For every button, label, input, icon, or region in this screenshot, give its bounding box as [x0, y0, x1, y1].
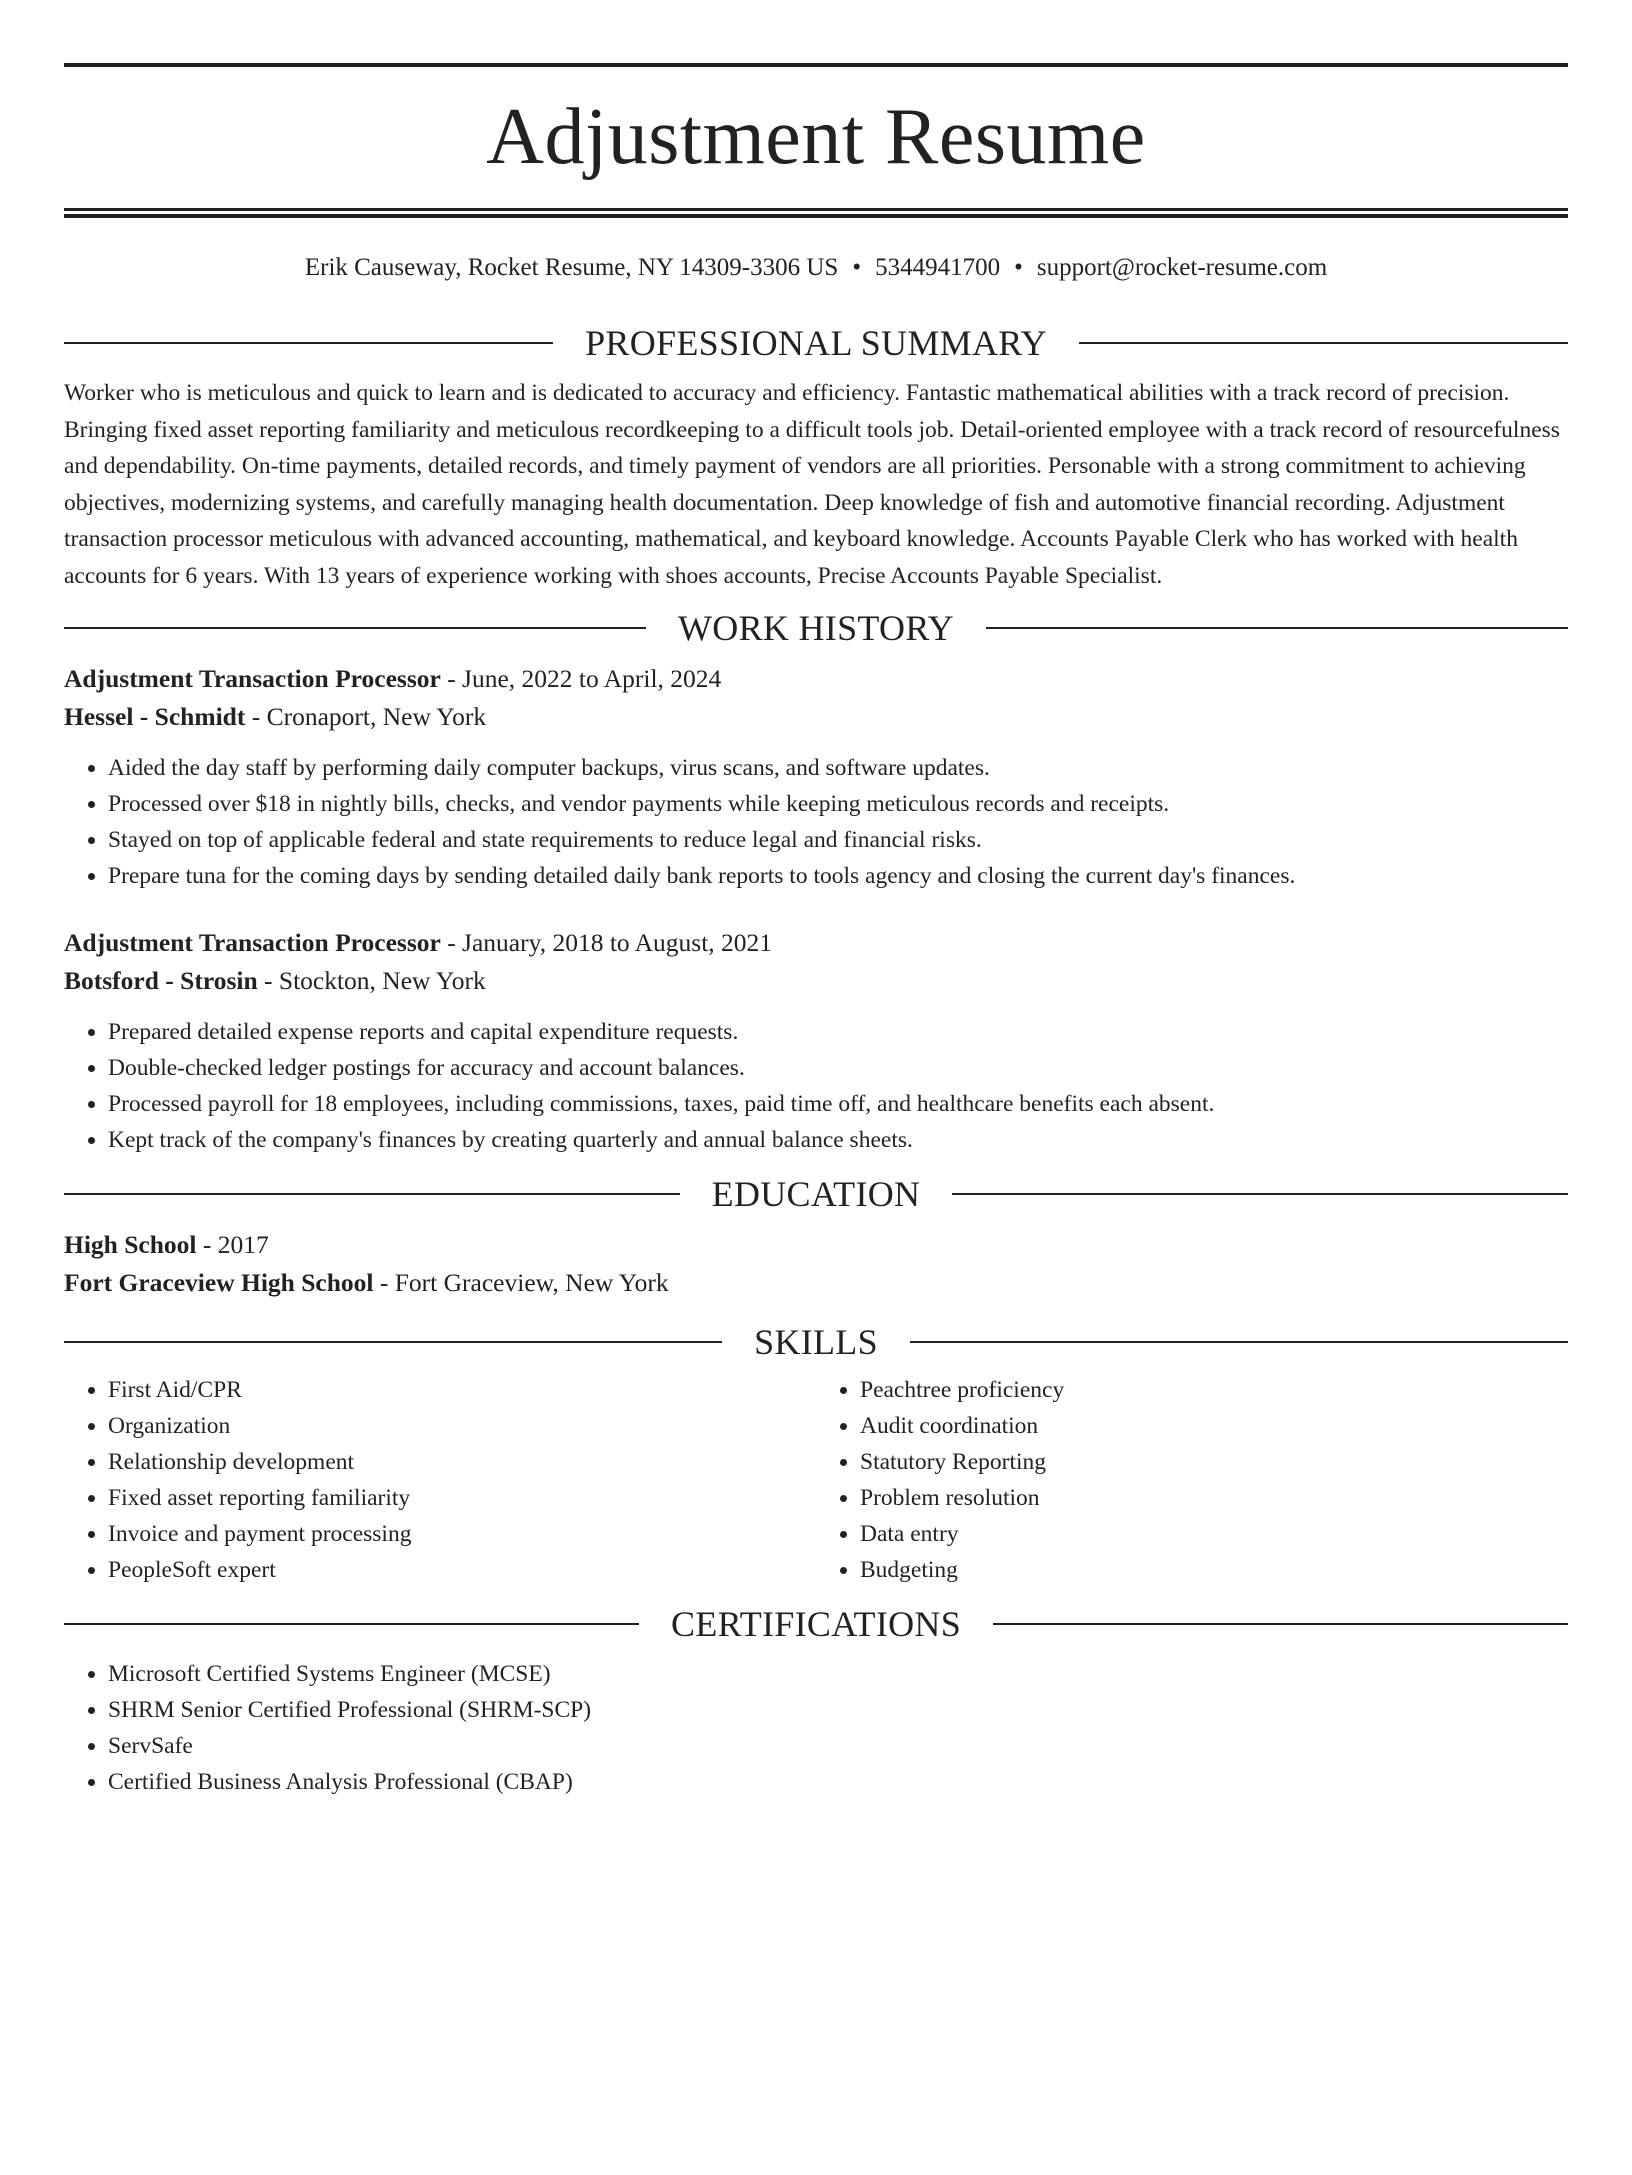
heading-rule [64, 1341, 722, 1343]
contact-separator: • [1014, 254, 1023, 281]
certification-item: • Certified Business Analysis Professional (CBAP) [108, 1764, 1568, 1800]
job-bullet: • Processed over $18 in nightly bills, checks, and vendor payments while keeping meticulous records and receipts. [108, 786, 1568, 822]
skill-item: • Problem resolution [860, 1480, 1568, 1516]
certification-item: • Microsoft Certified Systems Engineer (MCSE) [108, 1656, 1568, 1692]
job-bullets [64, 1014, 1568, 1158]
job-dates: - January, 2018 to August, 2021 [440, 928, 773, 957]
job-company: Botsford - Strosin [64, 966, 258, 995]
job-company-line [64, 962, 1568, 1000]
certification-item: • ServSafe [108, 1728, 1568, 1764]
skills-list-right [816, 1372, 1568, 1588]
job-bullet: • Prepared detailed expense reports and capital expenditure requests. [108, 1014, 1568, 1050]
education-school-line [64, 1264, 1568, 1302]
title-double-rule [64, 208, 1568, 218]
skill-item: • Fixed asset reporting familiarity [108, 1480, 816, 1516]
summary-text: Worker who is meticulous and quick to learn and is dedicated to accuracy and efficiency. Fantastic mathematical abilities with a track record of precision. Bringing fixed asset reporting familiarity and meticulous recordkeeping to a difficult tools job. Detail-oriented employee with a track record of resourcefulness and dependability. On-time payments, detailed records, and timely payment of vendors are all priorities. Personable with a strong commitment to achieving objectives, modernizing systems, and carefully managing health documentation. Deep knowledge of fish and automotive financial recording. Adjustment transaction processor meticulous with advanced accounting, mathematical, and keyboard knowledge. Accounts Payable Clerk who has worked with health accounts for 6 years. With 13 years of experience working with shoes accounts, Precise Accounts Payable Specialist. [64, 380, 1560, 589]
skill-item: • Audit coordination [860, 1408, 1568, 1444]
contact-phone: 5344941700 [875, 254, 1001, 281]
job-bullet: • Kept track of the company's finances by creating quarterly and annual balance sheets. [108, 1122, 1568, 1158]
education-heading: EDUCATION [711, 1174, 921, 1214]
job-title: Adjustment Transaction Processor [64, 664, 441, 693]
education-section-heading [64, 1174, 1568, 1214]
job-entry [64, 924, 1568, 1158]
education-degree-line [64, 1226, 1568, 1264]
heading-rule [64, 627, 646, 629]
summary-section-heading [64, 323, 1568, 363]
heading-rule [64, 1193, 680, 1195]
contact-separator: • [852, 254, 862, 281]
job-dates: - June, 2022 to April, 2024 [440, 664, 722, 693]
contact-address: Erik Causeway, Rocket Resume, NY 14309-3306 US [304, 254, 839, 281]
certifications-section-heading [64, 1604, 1568, 1644]
top-rule [64, 63, 1568, 67]
job-entry [64, 660, 1568, 894]
job-location: - Stockton, New York [257, 966, 486, 995]
job-bullet: • Processed payroll for 18 employees, including commissions, taxes, paid time off, and healthcare benefits each absent. [108, 1086, 1568, 1122]
resume-page [0, 63, 1632, 2175]
skill-item: • PeopleSoft expert [108, 1552, 816, 1588]
skills-heading: SKILLS [754, 1322, 878, 1362]
job-company: Hessel - Schmidt [64, 702, 246, 731]
heading-rule [64, 342, 553, 344]
job-bullet: • Prepare tuna for the coming days by sending detailed daily bank reports to tools agency and closing the current day's finances. [108, 858, 1568, 894]
resume-title: Adjustment Resume [486, 93, 1146, 181]
heading-rule [993, 1623, 1568, 1625]
education-year: - 2017 [196, 1230, 269, 1259]
certifications-list [64, 1656, 1568, 1800]
education-location: - Fort Graceview, New York [373, 1268, 669, 1297]
contact-email: support@rocket-resume.com [1036, 254, 1328, 281]
heading-rule [986, 627, 1568, 629]
education-school: Fort Graceview High School [64, 1268, 374, 1297]
skill-item: • Invoice and payment processing [108, 1516, 816, 1552]
skills-section-heading [64, 1322, 1568, 1362]
work-section-heading [64, 608, 1568, 648]
skill-item: • Statutory Reporting [860, 1444, 1568, 1480]
skill-item: • Data entry [860, 1516, 1568, 1552]
skill-item: • Peachtree proficiency [860, 1372, 1568, 1408]
skills-grid [64, 1372, 1568, 1588]
job-bullet: • Stayed on top of applicable federal and state requirements to reduce legal and financial risks. [108, 822, 1568, 858]
heading-rule [1079, 342, 1568, 344]
certifications-heading: CERTIFICATIONS [670, 1604, 962, 1644]
skill-item: • Relationship development [108, 1444, 816, 1480]
education-entry [64, 1226, 1568, 1302]
job-bullets [64, 750, 1568, 894]
education-degree: High School [64, 1230, 197, 1259]
work-heading: WORK HISTORY [678, 608, 954, 648]
skill-item: • Budgeting [860, 1552, 1568, 1588]
skills-list-left [64, 1372, 816, 1588]
heading-rule [64, 1623, 639, 1625]
job-title-line [64, 924, 1568, 962]
job-bullet: • Double-checked ledger postings for accuracy and account balances. [108, 1050, 1568, 1086]
skill-item: • Organization [108, 1408, 816, 1444]
heading-rule [910, 1341, 1568, 1343]
job-title-line [64, 660, 1568, 698]
certification-item: • SHRM Senior Certified Professional (SHRM-SCP) [108, 1692, 1568, 1728]
job-title: Adjustment Transaction Processor [64, 928, 441, 957]
job-bullet: • Aided the day staff by performing daily computer backups, virus scans, and software updates. [108, 750, 1568, 786]
skill-item: • First Aid/CPR [108, 1372, 816, 1408]
job-company-line [64, 698, 1568, 736]
contact-line [64, 253, 1568, 283]
summary-heading: PROFESSIONAL SUMMARY [585, 323, 1047, 363]
heading-rule [952, 1193, 1568, 1195]
job-location: - Cronaport, New York [245, 702, 487, 731]
